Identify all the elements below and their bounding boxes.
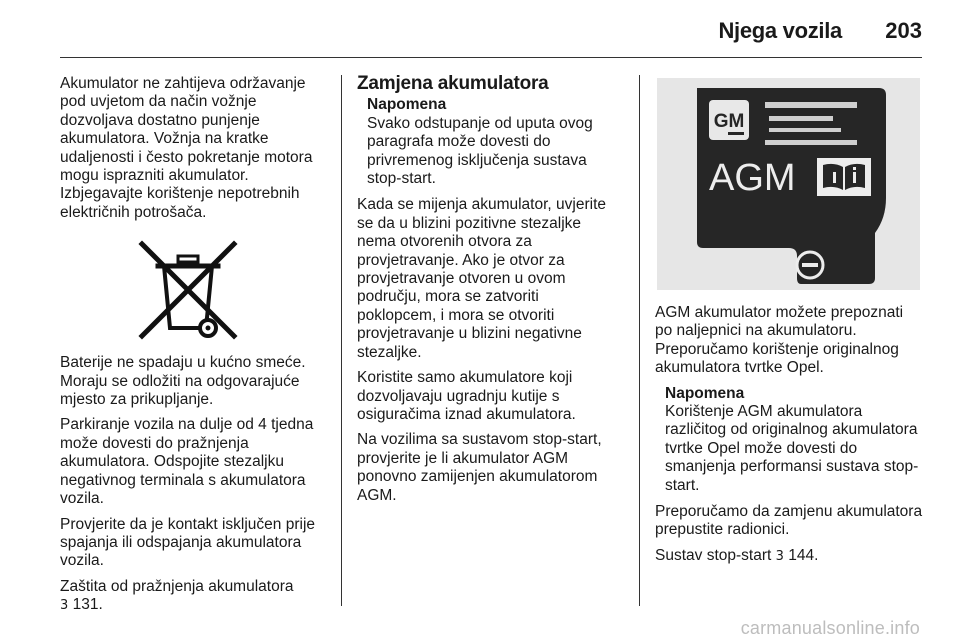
gm-logo: GM xyxy=(713,111,745,132)
section-title: Njega vozila xyxy=(718,18,842,43)
note-title: Napomena xyxy=(367,96,447,114)
paragraph-discharge-protection: Zaštita od pražnjenja akumulatora 3 131. xyxy=(60,577,294,614)
page-reference-link[interactable]: 144. xyxy=(788,546,819,564)
page-number: 203 xyxy=(885,18,922,43)
paragraph-agm-identify: AGM akumulator možete prepoznati po naljepnici na akumulatoru. Preporučamo korištenje originalnog akumulatora tvrtke Opel. xyxy=(655,304,904,377)
reference-symbol: 3 xyxy=(60,598,69,614)
agm-battery-label-photo xyxy=(657,78,920,290)
paragraph-ventilation: Kada se mijenja akumulator, uvjerite se da u blizini pozitivne stezaljke nema otvorenih otvora za provjetravanje. Ako je otvor za provjetravanje otvoren u ovom području, mora se zatvoriti poklopcem, i mora se otvoriti provjetravanje u blizini negativne stezaljke. xyxy=(357,196,606,361)
column-divider-1 xyxy=(341,75,342,606)
paragraph-fuse-box: Koristite samo akumulatore koji dozvoljavaju ugradnju kutije s osiguračima iznad akumulatora. xyxy=(357,369,576,423)
paragraph-ignition: Provjerite da je kontakt isključen prije spajanja ili odspajanja akumulatora vozila. xyxy=(60,515,316,570)
watermark: carmanualsonline.info xyxy=(740,618,920,638)
column-3 xyxy=(655,75,923,573)
page-reference-link[interactable]: 131. xyxy=(72,596,103,614)
paragraph-stop-start-ref: Sustav stop-start 3 144. xyxy=(655,546,819,564)
page-header xyxy=(0,0,960,60)
column-1 xyxy=(60,75,330,623)
note-box xyxy=(367,96,622,188)
note-title: Napomena xyxy=(665,384,745,402)
heading-battery-replacement: Zamjena akumulatora xyxy=(357,73,549,94)
column-2 xyxy=(357,75,622,512)
reference-symbol: 3 xyxy=(775,548,784,564)
note-text: Svako odstupanje od uputa ovog paragrafa može dovesti do privremenog isključenja sustava stop-start. xyxy=(367,114,593,188)
crossed-out-wheelie-bin-icon xyxy=(138,240,238,340)
manual-book-icon xyxy=(817,158,871,196)
note-box-agm xyxy=(665,385,923,495)
paragraph-workshop: Preporučamo da zamjenu akumulatora prepustite radionici. xyxy=(655,503,923,539)
paragraph-stop-start-agm: Na vozilima sa sustavom stop-start, provjerite je li akumulator AGM ponovno zamijenjen akumulatorom AGM. xyxy=(357,431,602,504)
header-rule xyxy=(60,57,922,58)
agm-label-text: AGM xyxy=(709,157,796,199)
paragraph-maintenance: Akumulator ne zahtijeva održavanje pod uvjetom da način vožnje dozvoljava dostatno punjenje akumulatora. Vožnja na kratke udaljenosti i često pokretanje motora mogu isprazniti akumulator. Izbjegavajte korištenje nepotrebnih električnih potrošača. xyxy=(60,75,313,221)
column-divider-2 xyxy=(639,75,640,606)
paragraph-parking: Parkiranje vozila na dulje od 4 tjedna može dovesti do pražnjenja akumulatora. Odspojite stezaljku negativnog terminala s akumulatora vozila. xyxy=(60,416,314,508)
note-text: Korištenje AGM akumulatora različitog od originalnog akumulatora tvrtke Opel može dovesti do smanjenja performansi sustava stop-start. xyxy=(665,403,919,494)
paragraph-disposal: Baterije ne spadaju u kućno smeće. Moraju se odložiti na odgovarajuće mjesto za prikupljanje. xyxy=(60,354,306,409)
